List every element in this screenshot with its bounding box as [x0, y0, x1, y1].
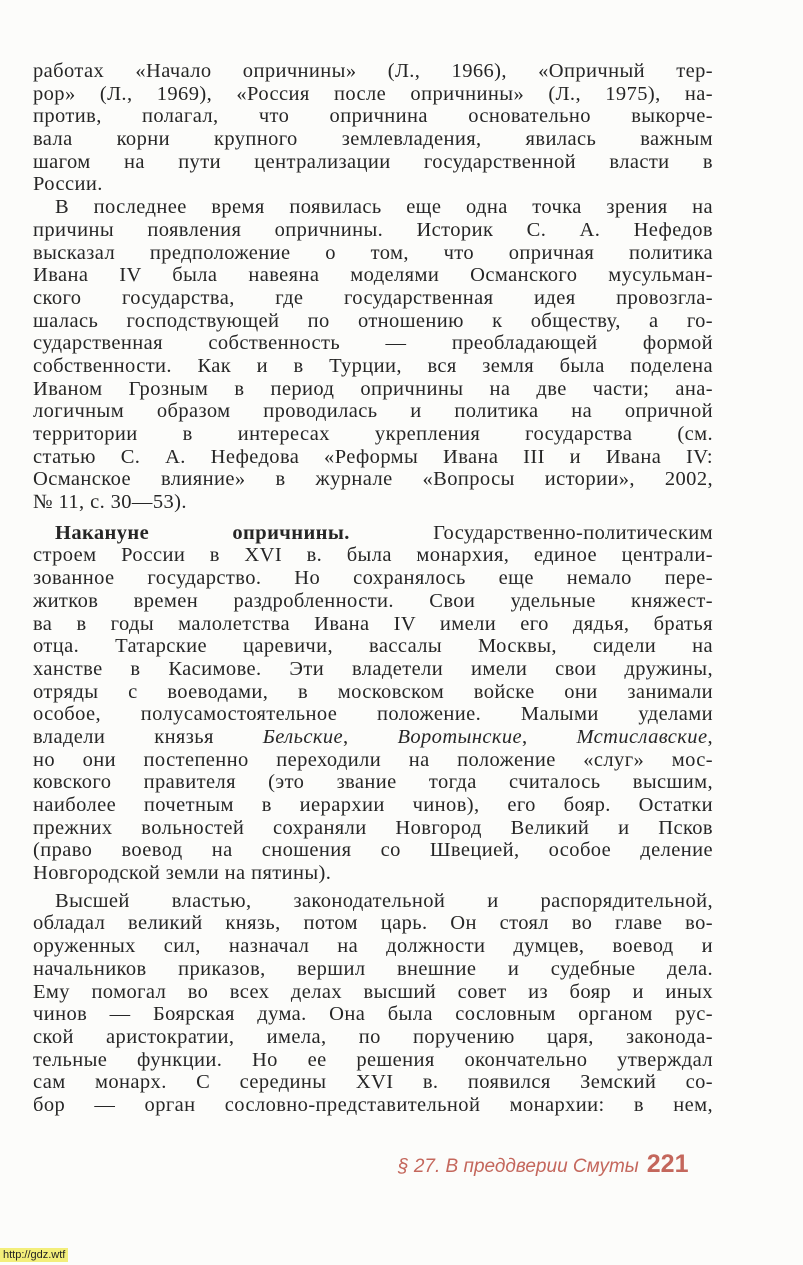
text-run: обладал великий князь, потом царь. Он стоял во главе во-	[33, 912, 713, 935]
text-line	[33, 613, 713, 636]
paragraph	[33, 522, 713, 885]
text-run: Ивана IV была навеяна моделями Османского мусульман-	[33, 264, 713, 287]
text-line	[33, 839, 713, 862]
text-run: отца. Татарские царевичи, вассалы Москвы, сидели на	[33, 635, 713, 658]
running-title: § 27. В преддверии Смуты	[398, 1156, 639, 1177]
text-line	[33, 423, 713, 446]
text-line	[33, 912, 713, 935]
text-line	[33, 749, 713, 772]
text-run: Османское влияние» в журнале «Вопросы истории», 2002,	[33, 468, 713, 491]
text-run: Ему помогал во всех делах высший совет из бояр и иных	[33, 980, 713, 1003]
text-run: ской аристократии, имела, по поручению царя, законода-	[33, 1025, 713, 1048]
text-run: но они постепенно переходили на положение «слуг» мос-	[33, 748, 713, 771]
text-run: особое, полусамостоятельное положение. Малыми уделами	[33, 703, 713, 726]
page-footer	[398, 1150, 688, 1179]
text-line	[33, 590, 713, 613]
text-run: (право воевод на сношения со Швецией, особое деление	[33, 839, 713, 862]
text-run: причины появления опричнины. Историк С. А. Нефедов	[33, 218, 713, 241]
text-run: № 11, с. 30—53).	[33, 491, 187, 514]
text-run: ,	[342, 725, 398, 748]
text-run: чинов — Боярская дума. Она была сословным органом рус-	[33, 1003, 713, 1026]
text-run: сударственная собственность — преобладающей формой	[33, 332, 713, 355]
text-run: зованное государство. Но сохранялось еще немало пере-	[33, 567, 713, 590]
text-run: против, полагал, что опричнина основательно выкорче-	[33, 105, 713, 128]
text-line	[33, 771, 713, 794]
text-run: собственности. Как и в Турции, вся земля была поделена	[33, 354, 713, 377]
text-run: высказал предположение о том, что опричная политика	[33, 241, 713, 264]
text-line	[33, 332, 713, 355]
text-run: рор» (Л., 1969), «Россия после опричнины» (Л., 1975), на-	[33, 82, 713, 105]
text-line	[33, 726, 713, 749]
text-run: тельные функции. Но ее решения окончательно утверждал	[33, 1048, 713, 1071]
text-line	[33, 522, 713, 545]
text-line	[33, 544, 713, 567]
text-line	[33, 400, 713, 423]
text-line	[33, 958, 713, 981]
text-line	[33, 1071, 713, 1094]
text-run: строем России в XVI в. была монархия, единое централи-	[33, 544, 713, 567]
text-run: ковского правителя (это звание тогда считалось высшим,	[33, 771, 713, 794]
italic-term: Воротынские	[397, 725, 523, 748]
text-line	[33, 196, 713, 219]
text-line	[33, 635, 713, 658]
text-run: статью С. А. Нефедова «Реформы Ивана III и Ивана IV:	[33, 445, 713, 468]
text-line	[33, 151, 713, 174]
text-line	[33, 817, 713, 840]
watermark-link[interactable]: http://gdz.wtf	[0, 1248, 68, 1262]
text-run: шагом на пути централизации государственной власти в	[33, 150, 713, 173]
text-line	[33, 355, 713, 378]
text-line	[33, 981, 713, 1004]
text-line	[33, 935, 713, 958]
text-run: работах «Начало опричнины» (Л., 1966), «Опричный тер-	[33, 60, 713, 82]
text-run: логичным образом проводилась и политика на опричной	[33, 400, 713, 423]
text-line	[33, 173, 713, 196]
text-run: Новгородской земли на пятины).	[33, 862, 332, 885]
text-line	[33, 862, 713, 885]
text-line	[33, 890, 713, 913]
text-run: владели князья	[33, 725, 263, 748]
text-line	[33, 105, 713, 128]
text-line	[33, 1049, 713, 1072]
text-line	[33, 446, 713, 469]
text-run: Иваном Грозным в период опричнины на две части; ана-	[33, 377, 713, 400]
text-run: ,	[522, 725, 577, 748]
text-line	[33, 264, 713, 287]
text-line	[33, 128, 713, 151]
text-run: вала корни крупного землевладения, явилась важным	[33, 128, 713, 151]
text-line	[33, 567, 713, 590]
text-line	[33, 378, 713, 401]
text-line	[33, 83, 713, 106]
text-run: оруженных сил, назначал на должности думцев, воевод и	[33, 935, 713, 958]
text-run: Государственно-политическим	[349, 521, 714, 544]
text-run: прежних вольностей сохраняли Новгород Великий и Псков	[33, 816, 713, 839]
text-line	[33, 794, 713, 817]
text-run: начальников приказов, вершил внешние и судебные дела.	[33, 957, 713, 980]
text-line	[33, 1026, 713, 1049]
paragraph	[33, 890, 713, 1117]
text-line	[33, 310, 713, 333]
text-line	[33, 287, 713, 310]
text-run: наиболее почетным в иерархии чинов), его бояр. Остатки	[33, 794, 713, 816]
text-run: отряды с воеводами, в московском войске они занимали	[33, 680, 713, 703]
text-line	[33, 491, 713, 514]
body-text	[33, 60, 713, 1117]
text-run: ханстве в Касимове. Эти владетели имели свои дружины,	[33, 657, 713, 680]
text-run: России.	[33, 173, 103, 196]
text-run: Высшей властью, законодательной и распорядительной,	[55, 889, 713, 912]
paragraph	[33, 60, 713, 196]
text-run: В последнее время появилась еще одна точка зрения на	[55, 196, 713, 219]
text-line	[33, 1094, 713, 1117]
italic-term: Бельские	[262, 725, 343, 748]
italic-term: Мстиславские	[576, 725, 708, 748]
text-line	[33, 681, 713, 704]
text-run: ского государства, где государственная идея провозгла-	[33, 286, 713, 309]
text-run: ва в годы малолетства Ивана IV имели его дядья, братья	[33, 612, 713, 635]
text-line	[33, 219, 713, 242]
paragraph	[33, 196, 713, 514]
bold-heading: Накануне опричнины.	[55, 521, 350, 544]
text-line	[33, 60, 713, 83]
page-number: 221	[646, 1150, 689, 1178]
text-line	[33, 658, 713, 681]
text-line	[33, 1003, 713, 1026]
text-run: территории в интересах укрепления государства (см.	[33, 423, 713, 445]
text-line	[33, 242, 713, 265]
text-run: сам монарх. С середины XVI в. появился Земский со-	[33, 1071, 713, 1094]
text-run: ,	[707, 725, 713, 748]
text-line	[33, 703, 713, 726]
text-line	[33, 468, 713, 491]
text-run: бор — орган сословно-представительной монархии: в нем,	[33, 1093, 713, 1116]
text-run: шалась господствующей по отношению к обществу, а го-	[33, 309, 713, 332]
text-run: житков времен раздробленности. Свои удельные княжест-	[33, 589, 713, 612]
